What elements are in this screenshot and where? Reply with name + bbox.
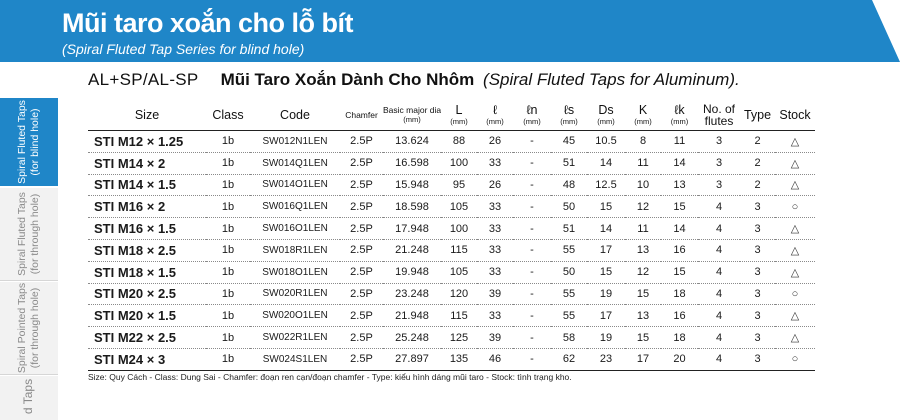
- col-unit: (mm): [523, 117, 541, 126]
- table-row: [88, 348, 815, 370]
- col-basic-major-dia: [383, 99, 441, 131]
- side-tabs: [0, 98, 58, 420]
- cell-l: 33: [477, 239, 513, 261]
- cell-class: 1b: [206, 261, 250, 283]
- series-code: AL+SP/AL-SP: [88, 70, 199, 89]
- table-row: [88, 131, 815, 153]
- col-K: [625, 99, 661, 131]
- col-ln: [513, 99, 551, 131]
- cell-chamfer: 2.5P: [340, 174, 383, 196]
- col-ls: [551, 99, 587, 131]
- cell-basic-major-dia: 15.948: [383, 174, 441, 196]
- side-tab-spiral-fluted-blind[interactable]: [0, 98, 58, 186]
- cell-ln: -: [513, 174, 551, 196]
- col-L: [441, 99, 477, 131]
- table-row: [88, 152, 815, 174]
- cell-L: 115: [441, 239, 477, 261]
- cell-stock: △: [775, 218, 815, 240]
- col-label: L: [455, 103, 463, 117]
- cell-class: 1b: [206, 283, 250, 305]
- cell-lk: 18: [661, 283, 698, 305]
- cell-basic-major-dia: 27.897: [383, 348, 441, 370]
- cell-ln: -: [513, 239, 551, 261]
- cell-chamfer: 2.5P: [340, 239, 383, 261]
- cell-class: 1b: [206, 152, 250, 174]
- cell-size: STI M18 × 2.5: [88, 239, 206, 261]
- cell-L: 95: [441, 174, 477, 196]
- col-class: Class: [206, 99, 250, 131]
- cell-l: 46: [477, 348, 513, 370]
- cell-lk: 15: [661, 196, 698, 218]
- cell-ls: 45: [551, 131, 587, 153]
- cell-size: STI M16 × 1.5: [88, 218, 206, 240]
- cell-L: 115: [441, 305, 477, 327]
- cell-basic-major-dia: 13.624: [383, 131, 441, 153]
- cell-code: SW014O1LEN: [250, 174, 340, 196]
- cell-size: STI M18 × 1.5: [88, 261, 206, 283]
- table-row: [88, 239, 815, 261]
- table-row: [88, 327, 815, 349]
- cell-class: 1b: [206, 131, 250, 153]
- cell-chamfer: 2.5P: [340, 305, 383, 327]
- table-row: [88, 174, 815, 196]
- cell-lk: 16: [661, 305, 698, 327]
- table-row: [88, 305, 815, 327]
- cell-l: 33: [477, 305, 513, 327]
- cell-flutes: 3: [698, 174, 740, 196]
- cell-Ds: 23: [587, 348, 625, 370]
- cell-l: 33: [477, 218, 513, 240]
- cell-stock: ○: [775, 196, 815, 218]
- cell-size: STI M14 × 2: [88, 152, 206, 174]
- cell-basic-major-dia: 21.248: [383, 239, 441, 261]
- cell-stock: △: [775, 239, 815, 261]
- cell-flutes: 4: [698, 196, 740, 218]
- cell-chamfer: 2.5P: [340, 261, 383, 283]
- cell-K: 10: [625, 174, 661, 196]
- side-tab-label-line: Spiral Fluted Taps: [16, 192, 29, 276]
- cell-flutes: 4: [698, 283, 740, 305]
- cell-basic-major-dia: 19.948: [383, 261, 441, 283]
- cell-ls: 48: [551, 174, 587, 196]
- cell-stock: △: [775, 131, 815, 153]
- cell-type: 3: [740, 327, 775, 349]
- cell-flutes: 3: [698, 152, 740, 174]
- cell-type: 2: [740, 131, 775, 153]
- col-stock: Stock: [775, 99, 815, 131]
- cell-l: 33: [477, 196, 513, 218]
- col-unit: (mm): [450, 117, 468, 126]
- side-tab-label: [16, 283, 42, 373]
- col-label: No. of: [702, 101, 735, 116]
- cell-type: 3: [740, 261, 775, 283]
- cell-L: 100: [441, 152, 477, 174]
- cell-ln: -: [513, 152, 551, 174]
- cell-class: 1b: [206, 239, 250, 261]
- cell-l: 39: [477, 327, 513, 349]
- table-header-row: [88, 99, 815, 131]
- cell-code: SW016O1LEN: [250, 218, 340, 240]
- cell-type: 3: [740, 348, 775, 370]
- cell-chamfer: 2.5P: [340, 196, 383, 218]
- col-type: Type: [740, 99, 775, 131]
- cell-stock: △: [775, 305, 815, 327]
- cell-type: 2: [740, 152, 775, 174]
- cell-code: SW022R1LEN: [250, 327, 340, 349]
- cell-Ds: 15: [587, 196, 625, 218]
- cell-ln: -: [513, 131, 551, 153]
- page-title: Mũi taro xoắn cho lỗ bít: [62, 8, 353, 38]
- col-Ds: [587, 99, 625, 131]
- side-tab-label: [16, 100, 42, 184]
- cell-K: 15: [625, 327, 661, 349]
- cell-code: SW018R1LEN: [250, 239, 340, 261]
- cell-type: 3: [740, 283, 775, 305]
- header-banner: [0, 0, 900, 62]
- cell-class: 1b: [206, 218, 250, 240]
- col-size: Size: [88, 99, 206, 131]
- cell-L: 120: [441, 283, 477, 305]
- cell-size: STI M20 × 1.5: [88, 305, 206, 327]
- section-english-name: (Spiral Fluted Taps for Aluminum).: [483, 70, 740, 89]
- cell-ls: 55: [551, 283, 587, 305]
- cell-type: 2: [740, 174, 775, 196]
- cell-L: 88: [441, 131, 477, 153]
- cell-l: 33: [477, 152, 513, 174]
- cell-class: 1b: [206, 196, 250, 218]
- cell-stock: △: [775, 261, 815, 283]
- cell-Ds: 15: [587, 261, 625, 283]
- cell-ls: 62: [551, 348, 587, 370]
- cell-chamfer: 2.5P: [340, 283, 383, 305]
- footnote: Size: Quy Cách - Class: Dung Sai - Chamfer: đoạn ren cạn/đoạn chamfer - Type: kiểu hình dáng mũi taro - Stock: tình trạng kho.: [88, 372, 572, 382]
- cell-code: SW020O1LEN: [250, 305, 340, 327]
- cell-L: 125: [441, 327, 477, 349]
- cell-ls: 55: [551, 239, 587, 261]
- col-unit: (mm): [597, 117, 615, 126]
- cell-class: 1b: [206, 327, 250, 349]
- col-label: K: [638, 103, 648, 117]
- col-label: flutes: [704, 113, 734, 128]
- cell-Ds: 17: [587, 305, 625, 327]
- spec-table: [88, 99, 815, 371]
- col-label: ℓ: [492, 103, 498, 117]
- section-heading: [88, 70, 740, 90]
- cell-type: 3: [740, 196, 775, 218]
- cell-l: 26: [477, 174, 513, 196]
- cell-lk: 14: [661, 152, 698, 174]
- cell-l: 26: [477, 131, 513, 153]
- cell-code: SW018O1LEN: [250, 261, 340, 283]
- cell-ls: 50: [551, 196, 587, 218]
- cell-basic-major-dia: 18.598: [383, 196, 441, 218]
- cell-type: 3: [740, 305, 775, 327]
- cell-K: 17: [625, 348, 661, 370]
- cell-lk: 20: [661, 348, 698, 370]
- cell-code: SW020R1LEN: [250, 283, 340, 305]
- col-chamfer: Chamfer: [340, 99, 383, 131]
- table-row: [88, 261, 815, 283]
- cell-K: 11: [625, 218, 661, 240]
- cell-chamfer: 2.5P: [340, 327, 383, 349]
- cell-basic-major-dia: 25.248: [383, 327, 441, 349]
- col-label: ℓn: [526, 103, 538, 117]
- cell-ln: -: [513, 261, 551, 283]
- col-l: [477, 99, 513, 131]
- cell-basic-major-dia: 23.248: [383, 283, 441, 305]
- col-lk: [661, 99, 698, 131]
- cell-flutes: 4: [698, 348, 740, 370]
- table-row: [88, 218, 815, 240]
- side-tab-label: d Taps: [21, 378, 36, 415]
- side-tab-spiral-pointed-through[interactable]: [0, 282, 58, 375]
- cell-chamfer: 2.5P: [340, 218, 383, 240]
- side-tab-label: [16, 192, 42, 276]
- cell-basic-major-dia: 17.948: [383, 218, 441, 240]
- cell-l: 33: [477, 261, 513, 283]
- cell-K: 11: [625, 152, 661, 174]
- cell-type: 3: [740, 218, 775, 240]
- page-subtitle: (Spiral Fluted Tap Series for blind hole): [62, 41, 305, 57]
- cell-Ds: 19: [587, 283, 625, 305]
- cell-code: SW016Q1LEN: [250, 196, 340, 218]
- table-row: [88, 283, 815, 305]
- cell-lk: 11: [661, 131, 698, 153]
- cell-lk: 13: [661, 174, 698, 196]
- section-name: Mũi Taro Xoắn Dành Cho Nhôm: [220, 70, 475, 89]
- cell-basic-major-dia: 16.598: [383, 152, 441, 174]
- cell-ln: -: [513, 305, 551, 327]
- cell-chamfer: 2.5P: [340, 131, 383, 153]
- cell-stock: ○: [775, 283, 815, 305]
- cell-lk: 16: [661, 239, 698, 261]
- cell-ls: 58: [551, 327, 587, 349]
- cell-flutes: 4: [698, 305, 740, 327]
- cell-size: STI M14 × 1.5: [88, 174, 206, 196]
- cell-size: STI M12 × 1.25: [88, 131, 206, 153]
- cell-Ds: 12.5: [587, 174, 625, 196]
- col-code: Code: [250, 99, 340, 131]
- side-tab-label-line: (for through hole): [29, 287, 41, 369]
- cell-Ds: 10.5: [587, 131, 625, 153]
- cell-K: 15: [625, 283, 661, 305]
- table-row: [88, 196, 815, 218]
- cell-L: 135: [441, 348, 477, 370]
- cell-ls: 51: [551, 152, 587, 174]
- banner-notch: [872, 0, 900, 62]
- cell-K: 13: [625, 239, 661, 261]
- cell-lk: 15: [661, 261, 698, 283]
- side-tab-label-line: (for through hole): [29, 193, 42, 275]
- cell-code: SW014Q1LEN: [250, 152, 340, 174]
- side-tab-label-line: Spiral Pointed Taps: [16, 282, 28, 374]
- col-unit: (mm): [634, 117, 652, 126]
- cell-flutes: 3: [698, 131, 740, 153]
- cell-Ds: 19: [587, 327, 625, 349]
- cell-flutes: 4: [698, 261, 740, 283]
- col-label: ℓk: [674, 103, 685, 117]
- cell-ln: -: [513, 196, 551, 218]
- cell-stock: ○: [775, 348, 815, 370]
- cell-ln: -: [513, 218, 551, 240]
- cell-chamfer: 2.5P: [340, 348, 383, 370]
- cell-L: 105: [441, 261, 477, 283]
- cell-ls: 50: [551, 261, 587, 283]
- side-tab-spiral-fluted-through[interactable]: [0, 188, 58, 281]
- cell-class: 1b: [206, 174, 250, 196]
- col-basic-major-dia-label: Basic major dia: [383, 105, 441, 115]
- cell-size: STI M22 × 2.5: [88, 327, 206, 349]
- cell-ln: -: [513, 327, 551, 349]
- col-unit: (mm): [670, 117, 689, 126]
- cell-stock: △: [775, 152, 815, 174]
- cell-flutes: 4: [698, 327, 740, 349]
- side-tab-label-line: (for blind hole): [29, 108, 42, 176]
- col-unit: (mm): [560, 117, 578, 126]
- cell-type: 3: [740, 239, 775, 261]
- cell-ln: -: [513, 283, 551, 305]
- cell-stock: △: [775, 174, 815, 196]
- cell-lk: 14: [661, 218, 698, 240]
- cell-K: 12: [625, 196, 661, 218]
- cell-K: 12: [625, 261, 661, 283]
- cell-code: SW024S1LEN: [250, 348, 340, 370]
- side-tab-label-line: Spiral Fluted Taps: [16, 100, 29, 184]
- cell-size: STI M20 × 2.5: [88, 283, 206, 305]
- cell-flutes: 4: [698, 239, 740, 261]
- col-unit: (mm): [403, 115, 421, 124]
- cell-ln: -: [513, 348, 551, 370]
- cell-flutes: 4: [698, 218, 740, 240]
- cell-stock: △: [775, 327, 815, 349]
- cell-K: 13: [625, 305, 661, 327]
- cell-Ds: 14: [587, 218, 625, 240]
- col-unit: (mm): [486, 117, 504, 126]
- cell-L: 105: [441, 196, 477, 218]
- cell-lk: 18: [661, 327, 698, 349]
- cell-code: SW012N1LEN: [250, 131, 340, 153]
- cell-ls: 51: [551, 218, 587, 240]
- cell-size: STI M24 × 3: [88, 348, 206, 370]
- cell-K: 8: [625, 131, 661, 153]
- cell-basic-major-dia: 21.948: [383, 305, 441, 327]
- col-label: ℓs: [563, 103, 575, 117]
- cell-class: 1b: [206, 305, 250, 327]
- cell-size: STI M16 × 2: [88, 196, 206, 218]
- cell-Ds: 14: [587, 152, 625, 174]
- cell-l: 39: [477, 283, 513, 305]
- cell-L: 100: [441, 218, 477, 240]
- cell-Ds: 17: [587, 239, 625, 261]
- cell-class: 1b: [206, 348, 250, 370]
- col-label: Ds: [598, 103, 614, 117]
- cell-ls: 55: [551, 305, 587, 327]
- cell-chamfer: 2.5P: [340, 152, 383, 174]
- col-flutes: [698, 99, 740, 131]
- side-tab-partial[interactable]: [0, 376, 58, 420]
